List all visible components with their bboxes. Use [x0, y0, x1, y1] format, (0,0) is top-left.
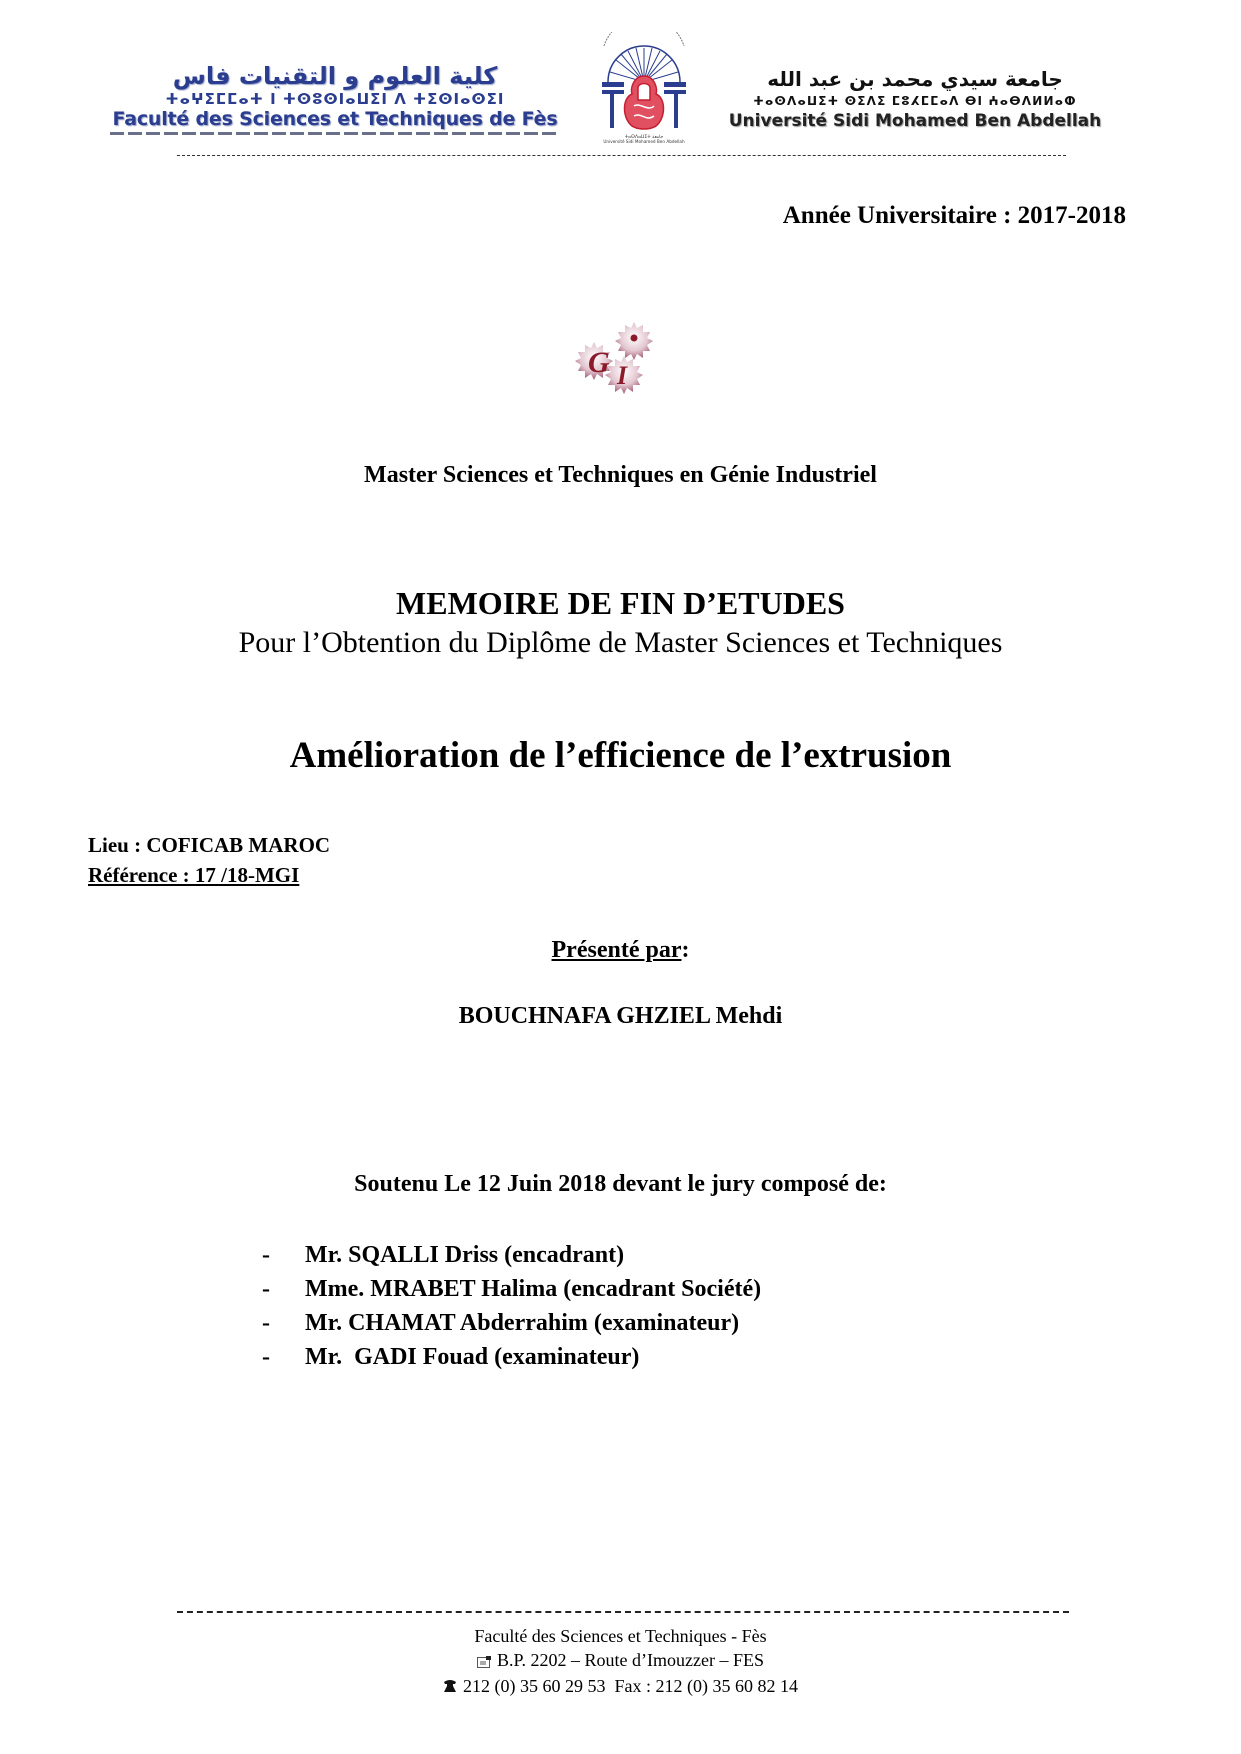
jury-item — [262, 1272, 761, 1306]
list-bullet: - — [262, 1276, 270, 1302]
thesis-details — [88, 830, 330, 890]
jury-member: Mr. GADI Fouad (examinateur) — [305, 1344, 640, 1370]
faculty-underline — [110, 132, 560, 135]
jury-member: Mr. CHAMAT Abderrahim (examinateur) — [305, 1310, 740, 1336]
academic-year: Année Universitaire : 2017-2018 — [782, 202, 1126, 229]
footer-phone-text: 212 (0) 35 60 29 53 Fax : 212 (0) 35 60 82 14 — [463, 1675, 798, 1696]
defense-statement: Soutenu Le 12 Juin 2018 devant le jury composé de: — [354, 1171, 887, 1197]
mailbox-icon — [477, 1650, 491, 1674]
telephone-icon — [443, 1676, 457, 1700]
faculty-header — [100, 62, 570, 135]
footer-divider — [177, 1611, 1069, 1613]
university-header — [715, 66, 1115, 132]
presented-by-heading — [0, 937, 1241, 964]
footer-address — [0, 1648, 1241, 1674]
footer-phone — [0, 1674, 1241, 1700]
faculty-name-arabic: كلية العلوم و التقنيات فاس — [172, 62, 498, 90]
program-name: Master Sciences et Techniques en Génie Industriel — [364, 462, 877, 488]
location-label: Lieu : COFICAB MAROC — [88, 833, 331, 857]
list-bullet: - — [262, 1344, 270, 1370]
faculty-name-tifinagh: ⵜⴰⵖⵉⵎⵎⴰⵜ ⵏ ⵜⵙⵓⵙⵏⴰⵡⵉⵏ ⴷ ⵜⵉⵙⵏⴰⵙⵉⵏ — [165, 90, 505, 108]
emblem-icon — [598, 32, 690, 144]
svg-text:I: I — [617, 361, 628, 390]
svg-text:ⵜⴰⵙⴷⴰⵡⵉⵜ جامعة: ⵜⴰⵙⴷⴰⵡⵉⵜ جامعة — [624, 135, 664, 140]
jury-item — [262, 1306, 761, 1340]
list-bullet: - — [262, 1242, 270, 1268]
university-emblem-logo — [598, 32, 690, 144]
university-name-tifinagh: ⵜⴰⵙⴷⴰⵡⵉⵜ ⵙⵉⴷⵉ ⵎⵓⵃⵎⵎⴰⴷ ⴱⵏ ⵄⴰⴱⴷⵍⵍⴰⵀ — [753, 94, 1077, 108]
header-divider — [177, 155, 1066, 156]
reference-label: Référence : 17 /18-MGI — [88, 863, 300, 887]
footer — [0, 1624, 1241, 1700]
gi-program-logo — [572, 320, 662, 400]
university-name-french: Université Sidi Mohamed Ben Abdellah — [728, 111, 1102, 131]
author-name: BOUCHNAFA GHZIEL Mehdi — [458, 1003, 783, 1029]
jury-member: Mme. MRABET Halima (encadrant Société) — [305, 1276, 762, 1302]
svg-text:G: G — [588, 346, 610, 379]
presented-by-colon: : — [681, 937, 690, 963]
memoire-subheading: Pour l’Obtention du Diplôme de Master Sciences et Techniques — [238, 626, 1003, 659]
university-name-arabic: جامعة سيدي محمد بن عبد الله — [767, 67, 1063, 91]
list-bullet: - — [262, 1310, 270, 1336]
memoire-heading: MEMOIRE DE FIN D’ETUDES — [396, 585, 845, 621]
footer-institution: Faculté des Sciences et Techniques - Fès — [474, 1626, 767, 1646]
faculty-name-french: Faculté des Sciences et Techniques de Fès — [112, 108, 558, 130]
gears-icon — [572, 320, 662, 400]
thesis-title: Amélioration de l’efficience de l’extrusion — [289, 735, 952, 776]
footer-address-text: B.P. 2202 – Route d’Imouzzer – FES — [497, 1650, 764, 1670]
svg-text:Université Sidi Mohamed Ben Ab: Université Sidi Mohamed Ben Abdellah — [603, 139, 685, 144]
jury-member: Mr. SQALLI Driss (encadrant) — [305, 1242, 625, 1268]
jury-list — [262, 1238, 761, 1374]
jury-item — [262, 1238, 761, 1272]
presented-by-label: Présenté par — [551, 937, 682, 963]
jury-item — [262, 1340, 761, 1374]
